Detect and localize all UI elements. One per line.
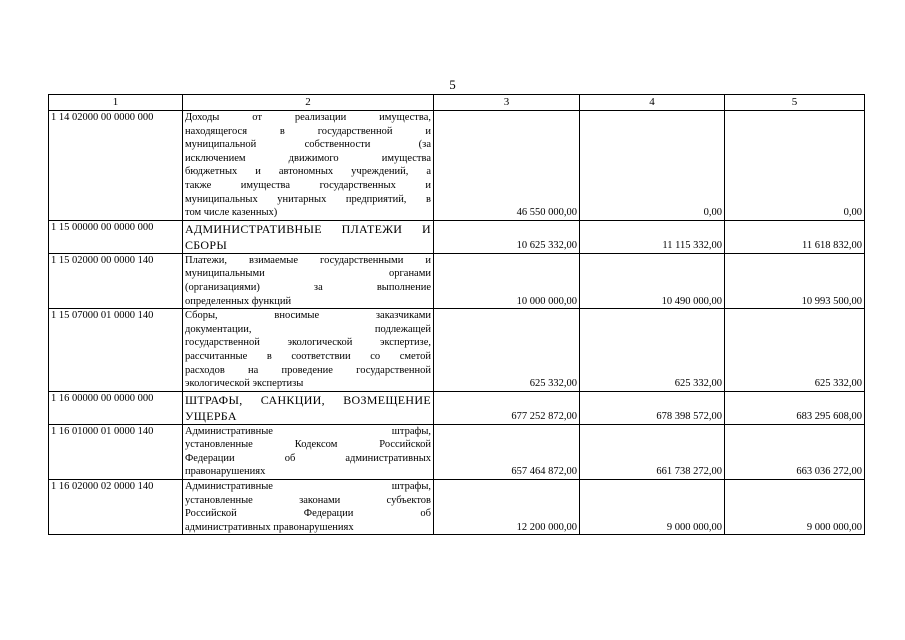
table-row	[49, 480, 865, 535]
row-name-line: государственной экологической экспертизе,	[185, 337, 431, 349]
row-code: 1 15 02000 00 0000 140	[49, 253, 183, 308]
row-name-line: Платежи, взимаемые государственными и	[185, 254, 431, 266]
row-code: 1 16 01000 01 0000 140	[49, 424, 183, 479]
table-row	[49, 391, 865, 424]
row-name-line: том числе казенных)	[185, 207, 278, 219]
row-name	[183, 220, 434, 253]
row-name-line: установленные законами субъектов	[185, 494, 431, 506]
row-name-line: УЩЕРБА	[185, 408, 237, 423]
row-name-line: Административные штрафы,	[185, 481, 431, 493]
row-amount-v3: 657 464 872,00	[434, 424, 580, 479]
column-header-5: 5	[725, 95, 865, 111]
row-amount-v5: 0,00	[725, 111, 865, 221]
row-amount-v5: 663 036 272,00	[725, 424, 865, 479]
row-name-line: Доходы от реализации имущества,	[185, 112, 431, 123]
row-amount-v3: 10 000 000,00	[434, 253, 580, 308]
row-amount-v3: 12 200 000,00	[434, 480, 580, 535]
row-name-line: находящегося в государственной и	[185, 125, 431, 137]
row-code: 1 15 00000 00 0000 000	[49, 220, 183, 253]
row-name-line: СБОРЫ	[185, 237, 228, 252]
row-name	[183, 111, 434, 221]
column-header-2: 2	[183, 95, 434, 111]
row-name	[183, 480, 434, 535]
row-code: 1 14 02000 00 0000 000	[49, 111, 183, 221]
page-number: 5	[449, 77, 456, 92]
table-header-row	[49, 95, 865, 111]
row-amount-v4: 10 490 000,00	[580, 253, 725, 308]
row-name-line: Сборы, вносимые заказчиками	[185, 310, 431, 322]
row-amount-v4: 0,00	[580, 111, 725, 221]
row-amount-v3: 10 625 332,00	[434, 220, 580, 253]
row-amount-v3: 677 252 872,00	[434, 391, 580, 424]
row-code: 1 15 07000 01 0000 140	[49, 309, 183, 392]
row-amount-v3: 46 550 000,00	[434, 111, 580, 221]
row-code: 1 16 02000 02 0000 140	[49, 480, 183, 535]
row-amount-v4: 9 000 000,00	[580, 480, 725, 535]
row-amount-v4: 11 115 332,00	[580, 220, 725, 253]
row-name-line: ШТРАФЫ, САНКЦИИ, ВОЗМЕЩЕНИЕ	[185, 392, 431, 407]
row-amount-v5: 10 993 500,00	[725, 253, 865, 308]
row-name-line: Российской Федерации об	[185, 508, 431, 520]
row-amount-v4: 678 398 572,00	[580, 391, 725, 424]
table-row	[49, 220, 865, 253]
table-row	[49, 253, 865, 308]
budget-table	[48, 94, 865, 535]
row-name-line: Федерации об административных	[185, 452, 431, 464]
row-name	[183, 424, 434, 479]
row-name-line: исключением движимого имущества	[185, 152, 431, 164]
row-name-line: (организациями) за выполнение	[185, 281, 431, 293]
row-name-line: определенных функций	[185, 295, 292, 307]
row-name-line: муниципальной собственности (за	[185, 139, 431, 151]
row-name-line: экологической экспертизы	[185, 378, 304, 390]
row-amount-v4: 661 738 272,00	[580, 424, 725, 479]
row-amount-v3: 625 332,00	[434, 309, 580, 392]
table-row	[49, 424, 865, 479]
row-amount-v5: 11 618 832,00	[725, 220, 865, 253]
row-name-line: документации, подлежащей	[185, 323, 431, 335]
row-name	[183, 391, 434, 424]
table-row	[49, 111, 865, 221]
row-name-line: установленные Кодексом Российской	[185, 439, 431, 451]
row-amount-v5: 683 295 608,00	[725, 391, 865, 424]
row-name-line: расходов на проведение государственной	[185, 364, 431, 376]
row-name-line: рассчитанные в соответствии со сметой	[185, 350, 431, 362]
row-name-line: бюджетных и автономных учреждений, а	[185, 166, 431, 178]
row-name	[183, 253, 434, 308]
row-amount-v5: 625 332,00	[725, 309, 865, 392]
row-amount-v4: 625 332,00	[580, 309, 725, 392]
row-name	[183, 309, 434, 392]
table-row	[49, 309, 865, 392]
column-header-4: 4	[580, 95, 725, 111]
row-name-line: правонарушениях	[185, 466, 266, 478]
column-header-1: 1	[49, 95, 183, 111]
row-name-line: административных правонарушениях	[185, 521, 354, 533]
budget-table-body	[49, 95, 865, 535]
row-name-line: Административные штрафы,	[185, 425, 431, 437]
row-amount-v5: 9 000 000,00	[725, 480, 865, 535]
column-header-3: 3	[434, 95, 580, 111]
row-code: 1 16 00000 00 0000 000	[49, 391, 183, 424]
row-name-line: АДМИНИСТРАТИВНЫЕ ПЛАТЕЖИ И	[185, 221, 431, 236]
row-name-line: муниципальных унитарных предприятий, в	[185, 193, 431, 205]
row-name-line: муниципальными органами	[185, 268, 431, 280]
row-name-line: также имущества государственных и	[185, 179, 431, 191]
